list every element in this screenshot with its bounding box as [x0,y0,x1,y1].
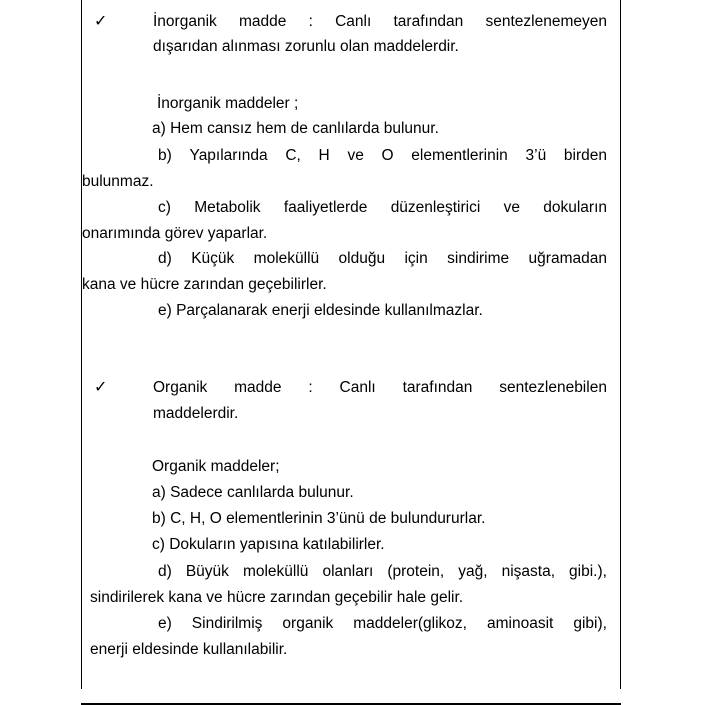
organic-heading-line2: maddelerdir. [153,405,239,422]
word: için [404,250,428,267]
organic-item-c: c) Dokuların yapısına katılabilirler. [152,536,385,553]
word: : [308,13,313,30]
word: Sindirilmiş [191,615,263,632]
word: O [381,147,394,164]
word: Canlı [335,13,372,30]
word: Organik [153,379,208,396]
word: İnorganik [153,13,217,30]
word: birden [563,147,607,164]
inorganic-heading [153,12,607,32]
inorganic-item-d-line2: kana ve hücre zarından geçebilirler. [82,276,327,293]
organic-item-a: a) Sadece canlılarda bulunur. [152,484,354,501]
organic-heading [153,378,607,398]
word: e) [158,615,172,632]
word: Büyük [185,563,229,580]
inorganic-item-e: e) Parçalanarak enerji eldesinde kullanılmazlar. [158,302,483,319]
word: madde [238,13,287,30]
word: d) [158,563,172,580]
word: (protein, [387,563,445,580]
word: faaliyetlerde [283,199,368,216]
word: organik [282,615,334,632]
word: 3’ü [525,147,547,164]
inorganic-item-c [158,198,607,218]
inorganic-heading-line2: dışarıdan alınması zorunlu olan maddelerdir. [153,38,459,55]
inorganic-item-c-line2: onarımında görev yaparlar. [82,225,268,242]
word: Metabolik [194,199,261,216]
organic-list-title: Organik maddeler; [152,458,280,475]
word: madde [234,379,282,396]
organic-item-b: b) C, H, O elementlerinin 3’ünü de bulundururlar. [152,510,486,527]
word: Yapılarında [189,147,268,164]
word: Küçük [191,250,235,267]
inorganic-item-d [158,249,607,269]
word: dokuların [543,199,607,216]
word: maddeler(glikoz, [353,615,467,632]
word: sentezlenemeyen [485,13,607,30]
word: H [318,147,330,164]
word: yağ, [458,563,488,580]
word: tarafından [393,13,464,30]
word: sindirime [447,250,510,267]
word: : [308,379,313,396]
word: uğramadan [528,250,607,267]
organic-item-e-line2: enerji eldesinde kullanılabilir. [90,641,288,658]
inorganic-list-title: İnorganik maddeler ; [157,95,299,112]
word: moleküllü [242,563,309,580]
word: moleküllü [253,250,320,267]
organic-item-d-line2: sindirilerek kana ve hücre zarından geçebilir hale gelir. [90,589,464,606]
word: gibi), [573,615,607,632]
word: aminoasit [486,615,554,632]
word: ve [503,199,520,216]
word: olanları [322,563,374,580]
checkmark-icon: ✓ [94,379,108,396]
word: gibi.), [569,563,607,580]
word: nişasta, [501,563,556,580]
word: olduğu [338,250,386,267]
inorganic-item-a: a) Hem cansız hem de canlılarda bulunur. [152,120,439,137]
checkmark-icon: ✓ [94,13,108,30]
word: sentezlenebilen [499,379,607,396]
word: c) [158,199,171,216]
organic-item-e [158,614,607,634]
word: Canlı [339,379,376,396]
table-border-right [620,0,621,689]
word: ve [347,147,364,164]
word: d) [158,250,172,267]
word: b) [158,147,172,164]
table-border-left [81,0,82,689]
word: elementlerinin [411,147,508,164]
organic-item-d [158,562,607,582]
inorganic-item-b [158,146,607,166]
word: C, [285,147,301,164]
word: düzenleştirici [390,199,481,216]
word: tarafından [402,379,473,396]
inorganic-item-b-line2: bulunmaz. [82,173,154,190]
